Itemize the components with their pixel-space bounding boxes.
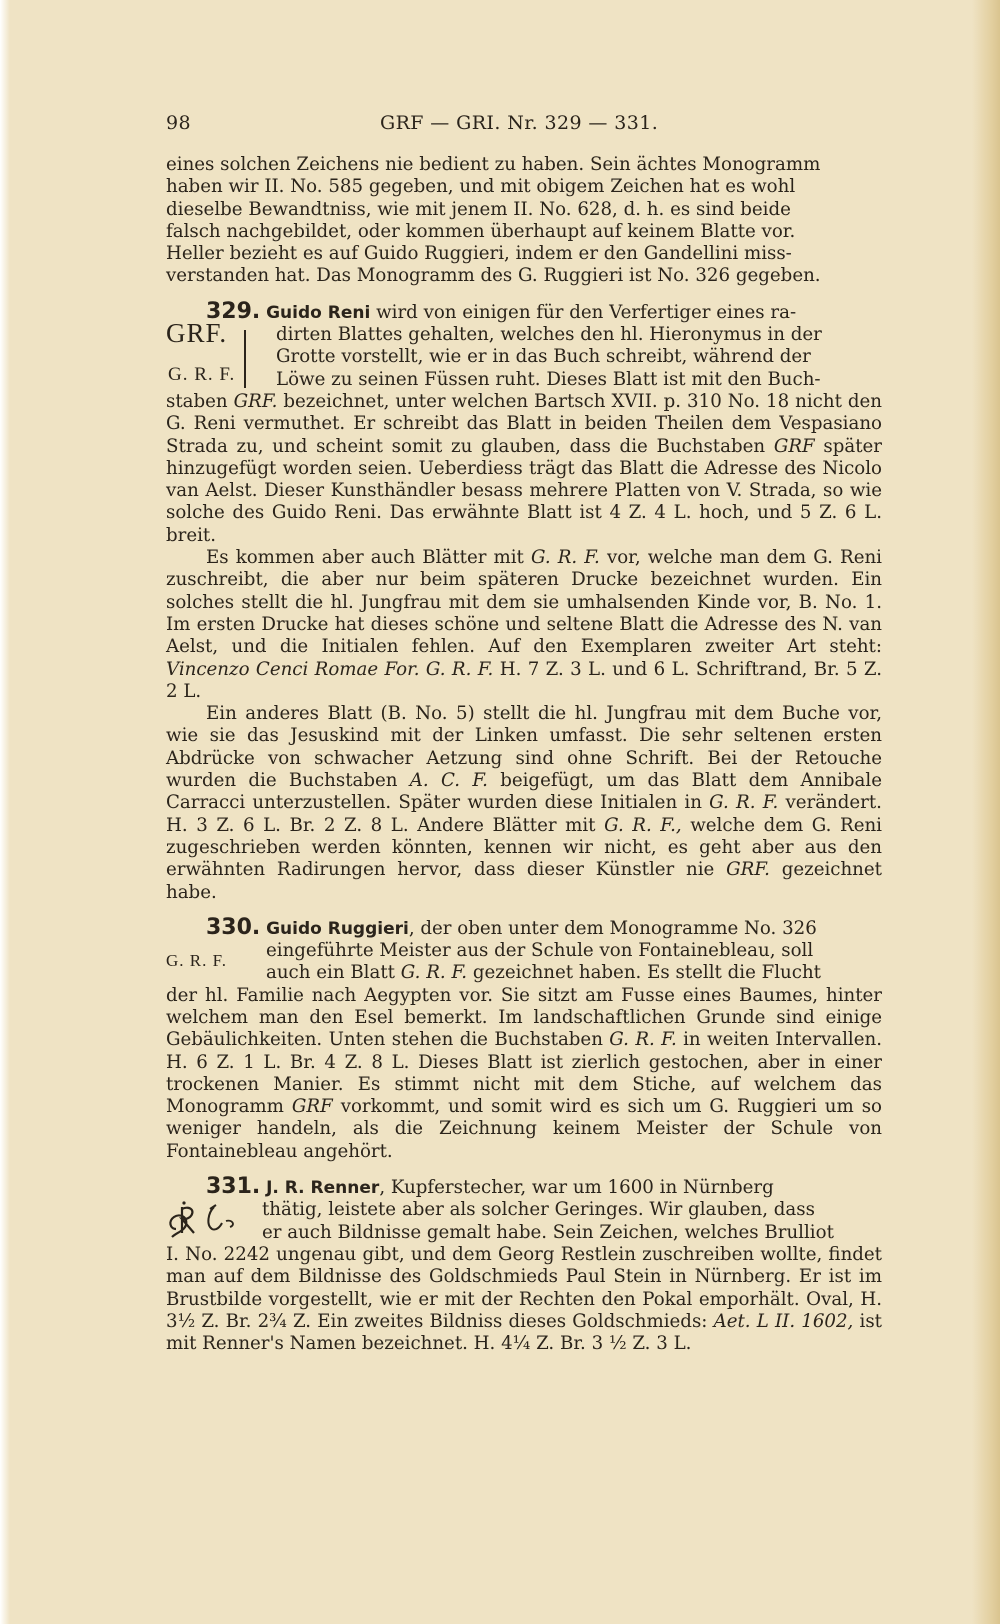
page-edge-right xyxy=(972,0,1000,1624)
artist-name: Guido Ruggieri xyxy=(266,918,409,939)
text-line: verstanden hat. Das Monogramm des G. Ruggieri ist No. 326 gegeben. xyxy=(166,265,821,287)
text-line: Grotte vorstellt, wie er in das Buch schreibt, während der xyxy=(276,346,811,368)
entry-heading xyxy=(166,914,882,940)
monogram-column xyxy=(166,318,276,390)
page-number: 98 xyxy=(166,112,191,134)
monogram-block xyxy=(166,1199,882,1244)
running-header xyxy=(166,112,882,136)
entry-number: 330. xyxy=(206,914,261,940)
paragraph: Es kommen aber auch Blätter mit G. R. F. vor, welche man dem G. Reni zuschreibt, die aber nur beim späteren Drucke bezeichnet wurden. Ein solches stellt die hl. Jungfrau mit dem sie umhalsenden Kinde vor, B. No. 1. Im ersten Drucke hat dieses schöne und seltene Blatt die Adresse des N. van Aelst, und die Initialen fehlen. Auf den Exemplaren zweiter Art steht: Vincenzo Cenci Romae For. G. R. F. H. 7 Z. 3 L. und 6 L. Schriftrand, Br. 5 Z. 2 L. xyxy=(166,547,882,702)
monogram-block xyxy=(166,318,882,391)
heading-text: , der oben unter dem Monogramme No. 326 xyxy=(408,917,817,939)
text-line: eines solchen Zeichens nie bedient zu haben. Sein ächtes Monogramm xyxy=(166,154,821,175)
side-text xyxy=(262,1199,882,1244)
entry-number: 331. xyxy=(206,1174,261,1200)
paragraph: I. No. 2242 ungenau gibt, und dem Georg Restlein zuschreiben wollte, findet man auf dem Bildnisse des Goldschmieds Paul Stein in Nürnberg. Er ist im Brustbilde vorgestellt, wie er mit der Rechten den Pokal emporhält. Oval, H. 3½ Z. Br. 2¾ Z. Ein zweites Bildniss dieses Goldschmieds: Aet. L II. 1602, ist mit Renner's Namen bezeichnet. H. 4¼ Z. Br. 3 ½ Z. 3 L. xyxy=(166,1243,882,1355)
paragraph: staben GRF. bezeichnet, unter welchen Bartsch XVII. p. 310 No. 18 nicht den G. Reni vermuthet. Er schreibt das Blatt in beiden Theilen dem Vespasiano Strada zu, und scheint somit zu glauben, dass die Buchstaben GRF später hinzugefügt worden seien. Ueberdiess trägt das Blatt die Adresse des Nicolo van Aelst. Dieser Kunsthändler besass mehrere Platten von V. Strada, so wie solche des Guido Reni. Das erwähnte Blatt ist 4 Z. 4 L. hoch, und 5 Z. 6 L. breit. xyxy=(166,390,882,546)
text-line: falsch nachgebildet, oder kommen überhaupt auf keinem Blatte vor. xyxy=(166,220,796,242)
intro-paragraph xyxy=(166,154,882,288)
monogram-renner-icon xyxy=(166,1199,262,1241)
paragraph: Ein anderes Blatt (B. No. 5) stellt die hl. Jungfrau mit dem Buche vor, wie sie das Jesuskind mit der Linken umfasst. Die sehr seltenen ersten Abdrücke von schwacher Aetzung sind ohne Schrift. Bei der Retouche wurden die Buchstaben A. C. F. beigefügt, um das Blatt dem Annibale Carracci unterzustellen. Später wurden diese Initialen in G. R. F. verändert. H. 3 Z. 6 L. Br. 2 Z. 8 L. Andere Blätter mit G. R. F., welche dem G. Reni zugeschrieben werden könnten, kennen wir nicht, es geht aber aus den erwähnten Radirungen hervor, dass dieser Künstler nie GRF. gezeichnet habe. xyxy=(166,703,882,903)
side-text xyxy=(276,324,882,391)
monogram-g-r-f: G. R. F. xyxy=(168,364,236,386)
renner-monogram-icon xyxy=(166,1199,246,1241)
monogram-block xyxy=(166,940,882,985)
monogram-grf: GRF. xyxy=(166,318,228,349)
text-line: Heller bezieht es auf Guido Ruggieri, indem er den Gandellini miss- xyxy=(166,243,792,265)
heading-text: , Kupferstecher, war um 1600 in Nürnberg xyxy=(379,1177,774,1199)
artist-name: J. R. Renner xyxy=(266,1178,380,1199)
text-line: auch ein Blatt G. R. F. gezeichnet haben. Es stellt die Flucht xyxy=(266,962,821,984)
page-edge-left xyxy=(0,0,10,1624)
page-content xyxy=(166,112,882,1355)
paragraph: der hl. Familie nach Aegypten vor. Sie sitzt am Fusse eines Baumes, hinter welchem man den Esel bemerkt. Im landschaftlichen Grunde sind einige Gebäulichkeiten. Unten stehen die Buchstaben G. R. F. in weiten Intervallen. H. 6 Z. 1 L. Br. 4 Z. 8 L. Dieses Blatt ist zierlich gestochen, aber in einer trockenen Manier. Es stimmt nicht mit dem Stiche, auf welchem das Monogramm GRF vorkommt, und somit wird es sich um G. Ruggieri um so weniger handeln, als die Zeichnung keinem Meister der Schule von Fontainebleau angehört. xyxy=(166,984,882,1162)
text-line: dieselbe Bewandtniss, wie mit jenem II. No. 628, d. h. es sind beide xyxy=(166,198,791,220)
text-line: haben wir II. No. 585 gegeben, und mit obigem Zeichen hat es wohl xyxy=(166,176,796,198)
entry-heading xyxy=(166,298,882,324)
monogram-g-r-f: G. R. F. xyxy=(166,951,227,971)
text-line: dirten Blattes gehalten, welches den hl. Hieronymus in der xyxy=(276,324,822,346)
text-line: Löwe zu seinen Füssen ruht. Dieses Blatt ist mit den Buch- xyxy=(276,368,821,390)
text-line: eingeführte Meister aus der Schule von Fontainebleau, soll xyxy=(266,940,814,962)
entry-heading xyxy=(166,1176,882,1199)
entry-330 xyxy=(166,914,882,1163)
entry-329 xyxy=(166,298,882,904)
heading-text: wird von einigen für den Verfertiger eines ra- xyxy=(376,301,797,323)
artist-name: Guido Reni xyxy=(266,302,371,323)
text-line: er auch Bildnisse gemalt habe. Sein Zeichen, welches Brulliot xyxy=(262,1221,834,1243)
monogram-column xyxy=(166,940,266,972)
running-title: GRF — GRI. Nr. 329 — 331. xyxy=(380,112,659,134)
entry-331 xyxy=(166,1176,882,1355)
side-text xyxy=(266,940,882,985)
text-line: thätig, leistete aber als solcher Geringes. Wir glauben, dass xyxy=(262,1199,815,1221)
entry-number: 329. xyxy=(206,298,261,324)
brace xyxy=(244,330,252,388)
